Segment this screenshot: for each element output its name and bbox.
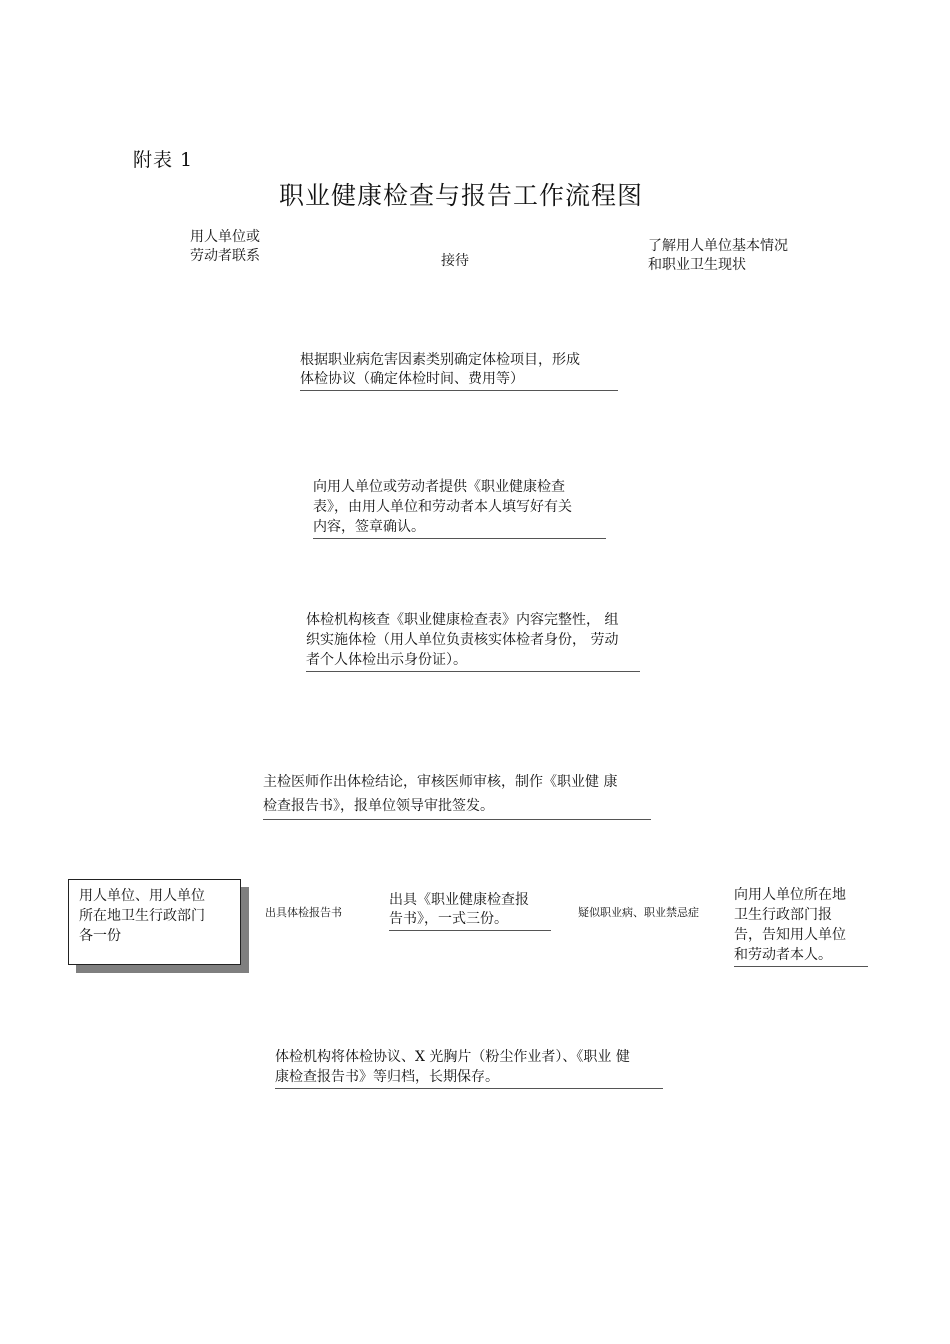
step-issue-report-line-1: 出具《职业健康检查报 [389, 892, 529, 908]
step-exam-line-2: 织实施体检（用人单位负责核实体检者身份， 劳动 [306, 632, 619, 648]
box-copies-line-1: 用人单位、用人单位 [79, 888, 205, 904]
step-archive [275, 1047, 663, 1089]
contact-node [190, 228, 260, 266]
step-report-authority [734, 885, 868, 967]
step-issue-report-line-2: 告书》，一式三份。 [389, 911, 508, 927]
step-determine-items-line-2: 体检协议（确定体检时间、费用等） [300, 371, 524, 387]
understand-node [648, 237, 788, 275]
step-exam-line-1: 体检机构核查《职业健康检查表》内容完整性， 组 [306, 612, 619, 628]
reception-node: 接待 [441, 253, 469, 269]
page-title: 职业健康检查与报告工作流程图 [279, 181, 644, 210]
step-provide-form-line-3: 内容，签章确认。 [313, 519, 425, 535]
label-issue-report: 出具体检报告书 [265, 906, 342, 919]
step-report-line-1: 向用人单位所在地 [734, 887, 846, 903]
step-provide-form-line-2: 表》，由用人单位和劳动者本人填写好有关 [313, 499, 572, 515]
step-archive-line-1: 体检机构将体检协议、X 光胸片（粉尘作业者）、《职业 健 [275, 1049, 630, 1065]
step-report-line-3: 告，告知用人单位 [734, 927, 846, 943]
step-exam-line-3: 者个人体检出示身份证）。 [306, 652, 467, 668]
step-provide-form-line-1: 向用人单位或劳动者提供《职业健康检查 [313, 479, 565, 495]
step-conclusion [263, 770, 651, 820]
understand-line-1: 了解用人单位基本情况 [648, 238, 788, 254]
step-report-line-2: 卫生行政部门报 [734, 907, 832, 923]
box-copies-line-3: 各一份 [79, 928, 121, 944]
step-conclusion-line-2: 检查报告书》，报单位领导审批签发。 [263, 798, 494, 814]
box-copies [68, 879, 241, 965]
step-determine-items [300, 351, 618, 391]
step-exam [306, 610, 640, 672]
step-archive-line-2: 康检查报告书》等归档，长期保存。 [275, 1069, 499, 1085]
step-conclusion-line-1: 主检医师作出体检结论，审核医师审核，制作《职业健 康 [263, 774, 618, 790]
understand-line-2: 和职业卫生现状 [648, 257, 746, 273]
step-issue-report [389, 891, 551, 931]
step-determine-items-line-1: 根据职业病危害因素类别确定体检项目，形成 [300, 352, 580, 368]
label-suspect: 疑似职业病、职业禁忌症 [578, 906, 699, 919]
appendix-label: 附表 1 [133, 149, 194, 171]
step-provide-form [313, 477, 606, 539]
step-report-line-4: 和劳动者本人。 [734, 947, 832, 963]
contact-line-2: 劳动者联系 [190, 248, 260, 264]
box-copies-line-2: 所在地卫生行政部门 [79, 908, 205, 924]
contact-line-1: 用人单位或 [190, 229, 260, 245]
